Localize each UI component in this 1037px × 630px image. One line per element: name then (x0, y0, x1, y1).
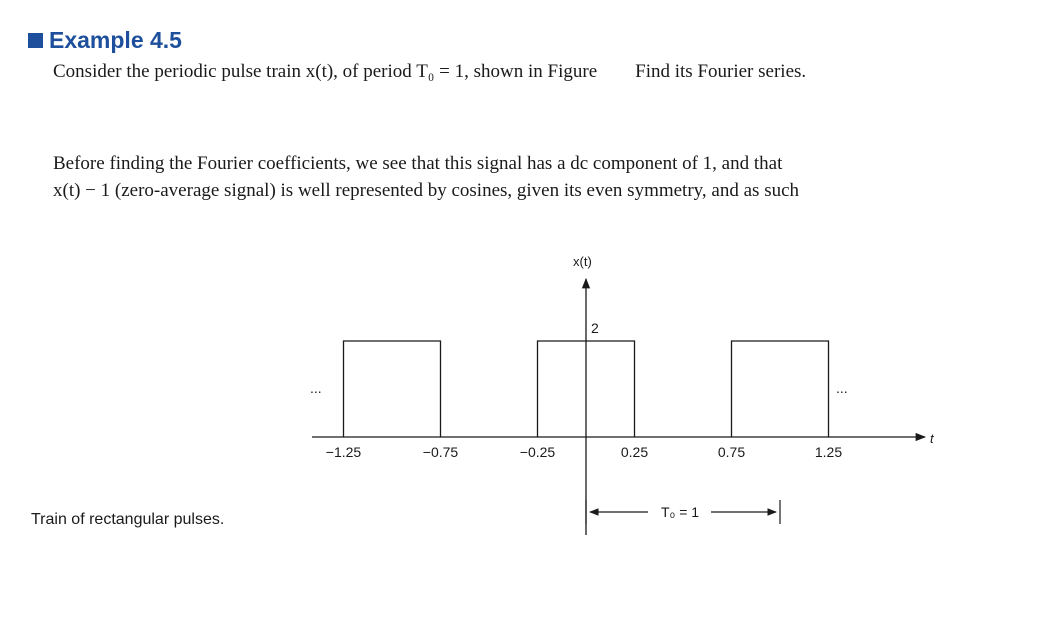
tick-label: 0.25 (620, 444, 649, 460)
continuation-right: ... (836, 380, 848, 396)
solution-line-1: Before finding the Fourier coefficients, we see that this signal has a dc component of 1, and that (53, 153, 783, 174)
amplitude-label: 2 (591, 320, 599, 336)
problem-text-end: Find its Fourier series. (635, 61, 807, 82)
solution-line-2: x(t) − 1 (zero-average signal) is well represented by cosines, given its even symmetry, and as such (53, 180, 800, 201)
pulse-1 (344, 341, 441, 437)
period-label: T₀ = 1 (660, 504, 700, 520)
y-axis-label: x(t) (573, 254, 592, 269)
period-indicator (586, 500, 780, 524)
pulse-3 (732, 341, 829, 437)
figure-caption: Train of rectangular pulses. (31, 511, 225, 528)
example-title: Example 4.5 (49, 27, 182, 53)
tick-label: −0.75 (422, 444, 459, 460)
problem-text-start: Consider the periodic pulse train x(t), of period T₀ = 1, shown in Figure (53, 61, 598, 82)
tick-label: −0.25 (519, 444, 556, 460)
tick-label-group (326, 444, 843, 460)
tick-label: −1.25 (325, 444, 362, 460)
x-axis-label: t (930, 431, 934, 446)
tick-label: 1.25 (814, 444, 843, 460)
continuation-left: ... (310, 380, 322, 396)
tick-label: 0.75 (717, 444, 746, 460)
